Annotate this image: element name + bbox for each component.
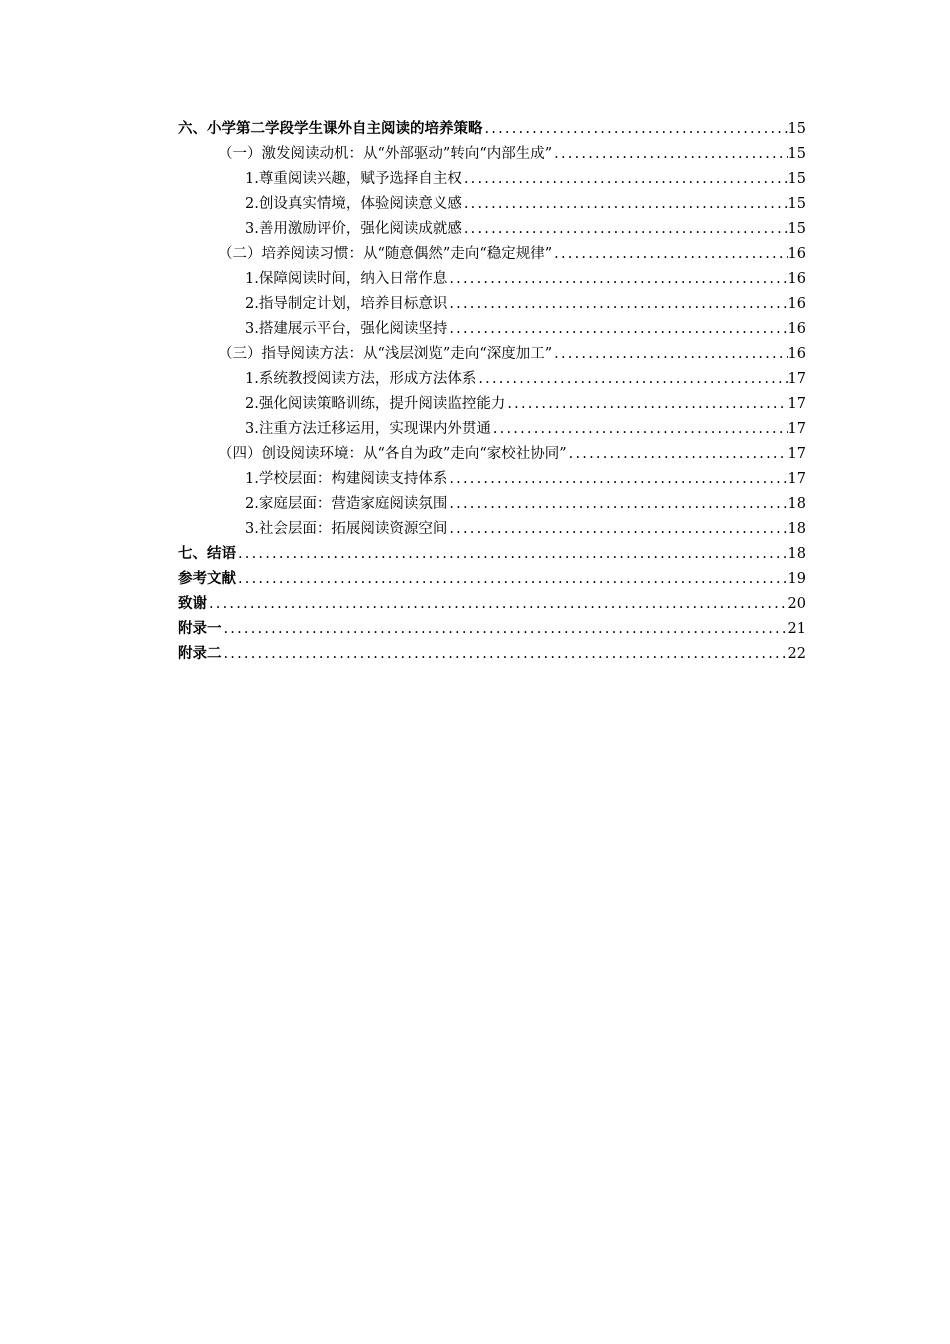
toc-dot-leader [552, 242, 787, 267]
toc-entry-appendix-1[interactable] [178, 617, 806, 642]
toc-dot-leader [476, 367, 787, 392]
toc-entry-section-6-3[interactable] [178, 342, 806, 367]
toc-page-number: 21 [787, 621, 806, 637]
toc-entry-title: 1.尊重阅读兴趣，赋予选择自主权 [245, 171, 462, 187]
toc-page-number: 15 [787, 171, 806, 187]
toc-entry-section-6-4[interactable] [178, 442, 806, 467]
toc-dot-leader [447, 492, 787, 517]
toc-page-number: 16 [787, 321, 806, 337]
toc-dot-leader [567, 442, 788, 467]
toc-dot-leader [236, 542, 788, 567]
toc-entry-appendix-2[interactable] [178, 642, 806, 667]
toc-entry-title: （二）培养阅读习惯：从“随意偶然”走向“稳定规律” [218, 246, 553, 262]
toc-entry-title: 致谢 [178, 596, 207, 612]
toc-page-number: 16 [787, 246, 806, 262]
toc-page-number: 17 [787, 471, 806, 487]
toc-entry-chapter-7[interactable] [178, 542, 806, 567]
toc-dot-leader [552, 142, 787, 167]
toc-page-number: 17 [787, 371, 806, 387]
table-of-contents [178, 117, 806, 667]
toc-dot-leader [447, 467, 787, 492]
toc-entry-title: 2.家庭层面：营造家庭阅读氛围 [245, 496, 448, 512]
toc-dot-leader [222, 642, 788, 667]
toc-entry-acknowledgements[interactable] [178, 592, 806, 617]
toc-page-number: 15 [787, 221, 806, 237]
toc-entry-title: 1.保障阅读时间，纳入日常作息 [245, 271, 448, 287]
toc-entry-item[interactable] [178, 292, 806, 317]
toc-entry-title: 1.系统教授阅读方法，形成方法体系 [245, 371, 477, 387]
toc-entry-item[interactable] [178, 267, 806, 292]
toc-entry-item[interactable] [178, 167, 806, 192]
toc-dot-leader [462, 167, 788, 192]
toc-entry-title: 3.注重方法迁移运用，实现课内外贯通 [245, 421, 491, 437]
toc-entry-title: 3.搭建展示平台，强化阅读坚持 [245, 321, 448, 337]
toc-entry-title: （四）创设阅读环境：从“各自为政”走向“家校社协同” [218, 446, 567, 462]
toc-page-number: 18 [787, 546, 806, 562]
toc-entry-title: 附录一 [178, 621, 222, 637]
toc-dot-leader [462, 217, 788, 242]
toc-entry-title: 2.创设真实情境，体验阅读意义感 [245, 196, 462, 212]
toc-dot-leader [447, 267, 787, 292]
toc-entry-section-6-2[interactable] [178, 242, 806, 267]
toc-page-number: 17 [787, 421, 806, 437]
toc-entry-section-6-1[interactable] [178, 142, 806, 167]
toc-entry-title: 3.社会层面：拓展阅读资源空间 [245, 521, 448, 537]
toc-entry-item[interactable] [178, 192, 806, 217]
toc-entry-item[interactable] [178, 317, 806, 342]
toc-dot-leader [447, 292, 787, 317]
toc-entry-title: 六、小学第二学段学生课外自主阅读的培养策略 [178, 121, 483, 137]
toc-page-number: 19 [787, 571, 806, 587]
toc-entry-chapter-6[interactable] [178, 117, 806, 142]
toc-entry-item[interactable] [178, 217, 806, 242]
toc-dot-leader [207, 592, 788, 617]
toc-entry-title: （一）激发阅读动机：从“外部驱动”转向“内部生成” [218, 146, 553, 162]
toc-page-number: 15 [787, 196, 806, 212]
toc-dot-leader [552, 342, 787, 367]
toc-page-number: 15 [787, 121, 806, 137]
toc-page-number: 16 [787, 296, 806, 312]
toc-entry-title: 附录二 [178, 646, 222, 662]
toc-entry-item[interactable] [178, 417, 806, 442]
toc-entry-title: 2.强化阅读策略训练，提升阅读监控能力 [245, 396, 506, 412]
toc-page-number: 16 [787, 346, 806, 362]
toc-page-number: 17 [787, 446, 806, 462]
toc-dot-leader [462, 192, 788, 217]
toc-page-number: 17 [787, 396, 806, 412]
toc-dot-leader [483, 117, 788, 142]
toc-dot-leader [447, 317, 787, 342]
toc-page-number: 22 [787, 646, 806, 662]
toc-page-number: 16 [787, 271, 806, 287]
toc-dot-leader [505, 392, 787, 417]
toc-entry-title: 1.学校层面：构建阅读支持体系 [245, 471, 448, 487]
toc-entry-title: 2.指导制定计划，培养目标意识 [245, 296, 448, 312]
toc-entry-title: 3.善用激励评价，强化阅读成就感 [245, 221, 462, 237]
toc-page-number: 18 [787, 496, 806, 512]
toc-entry-title: 参考文献 [178, 571, 236, 587]
toc-dot-leader [491, 417, 788, 442]
toc-entry-item[interactable] [178, 392, 806, 417]
toc-dot-leader [236, 567, 788, 592]
toc-page-number: 18 [787, 521, 806, 537]
toc-entry-title: 七、结语 [178, 546, 236, 562]
toc-entry-item[interactable] [178, 367, 806, 392]
toc-page-number: 20 [787, 596, 806, 612]
toc-entry-references[interactable] [178, 567, 806, 592]
toc-page-number: 15 [787, 146, 806, 162]
toc-entry-item[interactable] [178, 517, 806, 542]
toc-entry-item[interactable] [178, 467, 806, 492]
toc-entry-title: （三）指导阅读方法：从“浅层浏览”走向“深度加工” [218, 346, 553, 362]
toc-entry-item[interactable] [178, 492, 806, 517]
toc-dot-leader [447, 517, 787, 542]
toc-dot-leader [222, 617, 788, 642]
